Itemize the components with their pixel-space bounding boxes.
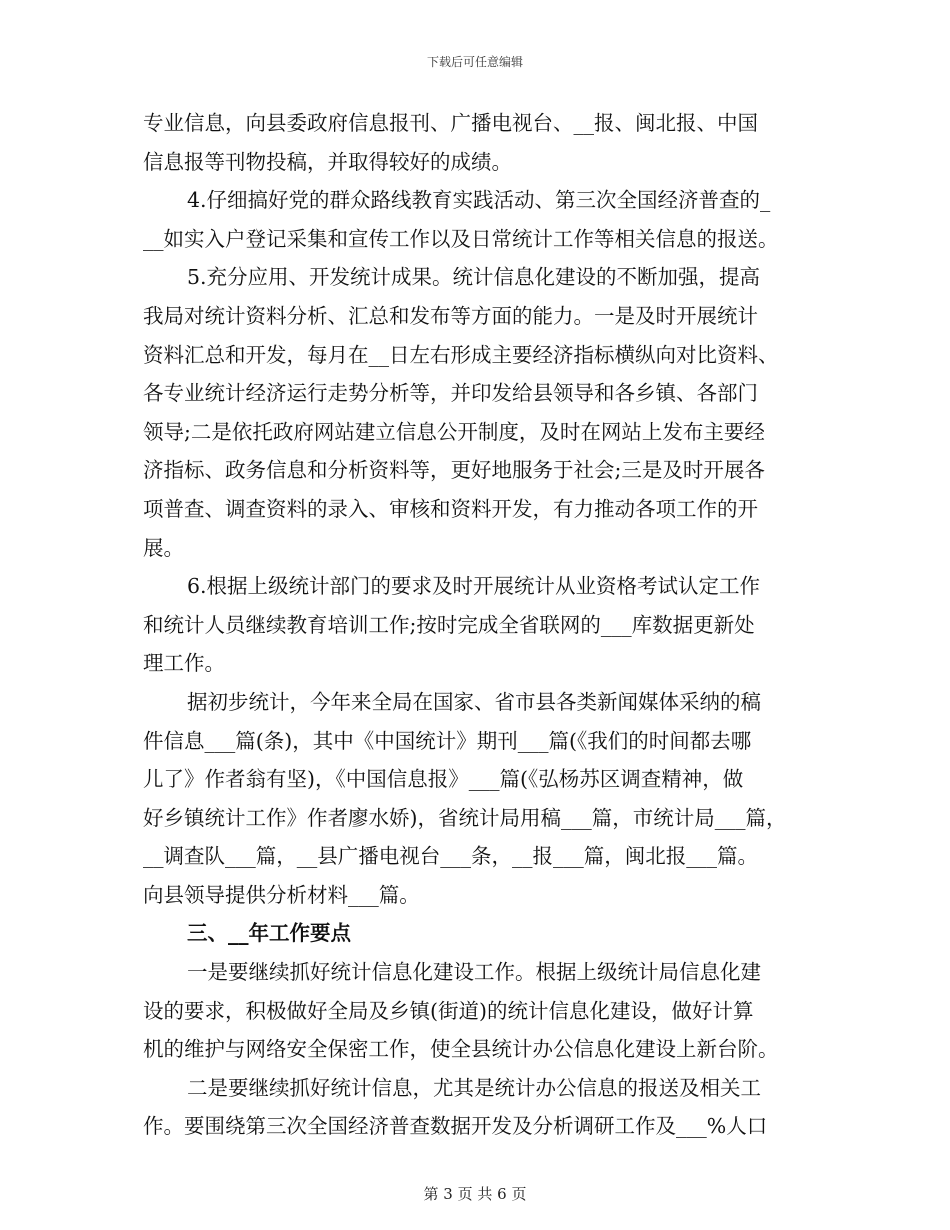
paragraph-start: 5.充分应用、开发统计成果。统计信息化建设的不断加强，提高 — [187, 265, 761, 290]
page-header: 下载后可任意编辑 — [426, 55, 523, 69]
text-line: 设的要求，积极做好全局及乡镇(街道)的统计信息化建设，做好计算 — [143, 998, 754, 1023]
text-line: 机的维护与网络安全保密工作，使全县统计办公信息化建设上新台阶。 — [143, 1037, 779, 1062]
paragraph-start: 6.根据上级统计部门的要求及时开展统计从业资格考试认定工作 — [187, 574, 761, 599]
text-line: 和统计人员继续教育培训工作;按时完成全省联网的___库数据更新处 — [143, 612, 755, 637]
text-line: 资料汇总和开发，每月在__日左右形成主要经济指标横纵向对比资料、 — [143, 342, 779, 367]
text-line: 专业信息，向县委政府信息报刊、广播电视台、__报、闽北报、中国 — [143, 111, 758, 135]
text-line: 好乡镇统计工作》作者廖水娇)，省统计局用稿___篇，市统计局___篇， — [143, 805, 787, 830]
paragraph-start: 据初步统计，今年来全局在国家、省市县各类新闻媒体采纳的稿 — [187, 689, 761, 714]
text-line: 展。 — [143, 535, 184, 560]
paragraph-start: 二是要继续抓好统计信息，尤其是统计办公信息的报送及相关工 — [187, 1075, 761, 1100]
text-line: 信息报等刊物投稿，并取得较好的成绩。 — [143, 149, 512, 174]
text-line: __调查队___篇，__县广播电视台___条，__报___篇，闽北报___篇。 — [143, 844, 758, 869]
text-line: 各专业统计经济运行走势分析等，并印发给县领导和各乡镇、各部门 — [143, 381, 758, 406]
text-line: 儿了》作者翁有坚)，《中国信息报》___篇(《弘杨苏区调查精神，做 — [143, 767, 744, 792]
text-line: 向县领导提供分析材料___篇。 — [143, 882, 420, 907]
text-line: 领导;二是依托政府网站建立信息公开制度，及时在网站上发布主要经 — [143, 419, 765, 444]
document-body — [143, 104, 821, 1146]
text-line: 济指标、政务信息和分析资料等，更好地服务于社会;三是及时开展各 — [143, 458, 765, 483]
text-line: 项普查、调查资料的录入、审核和资料开发，有力推动各项工作的开 — [143, 496, 758, 521]
text-line: 件信息___篇(条)，其中《中国统计》期刊___篇(《我们的时间都去哪 — [143, 728, 752, 753]
paragraph-start: 4.仔细搞好党的群众路线教育实践活动、第三次全国经济普查的_ — [187, 188, 771, 213]
page-number: 第 3 页 共 6 页 — [423, 1185, 527, 1203]
paragraph-start: 一是要继续抓好统计信息化建设工作。根据上级统计局信息化建 — [187, 960, 761, 985]
text-line: __如实入户登记采集和宣传工作以及日常统计工作等相关信息的报送。 — [143, 226, 779, 251]
text-line: 作。要围绕第三次全国经济普查数据开发及分析调研工作及___%人口 — [143, 1114, 768, 1139]
section-heading: 三、__年工作要点 — [187, 921, 351, 946]
text-line: 理工作。 — [143, 651, 225, 676]
text-line: 我局对统计资料分析、汇总和发布等方面的能力。一是及时开展统计 — [143, 303, 758, 328]
